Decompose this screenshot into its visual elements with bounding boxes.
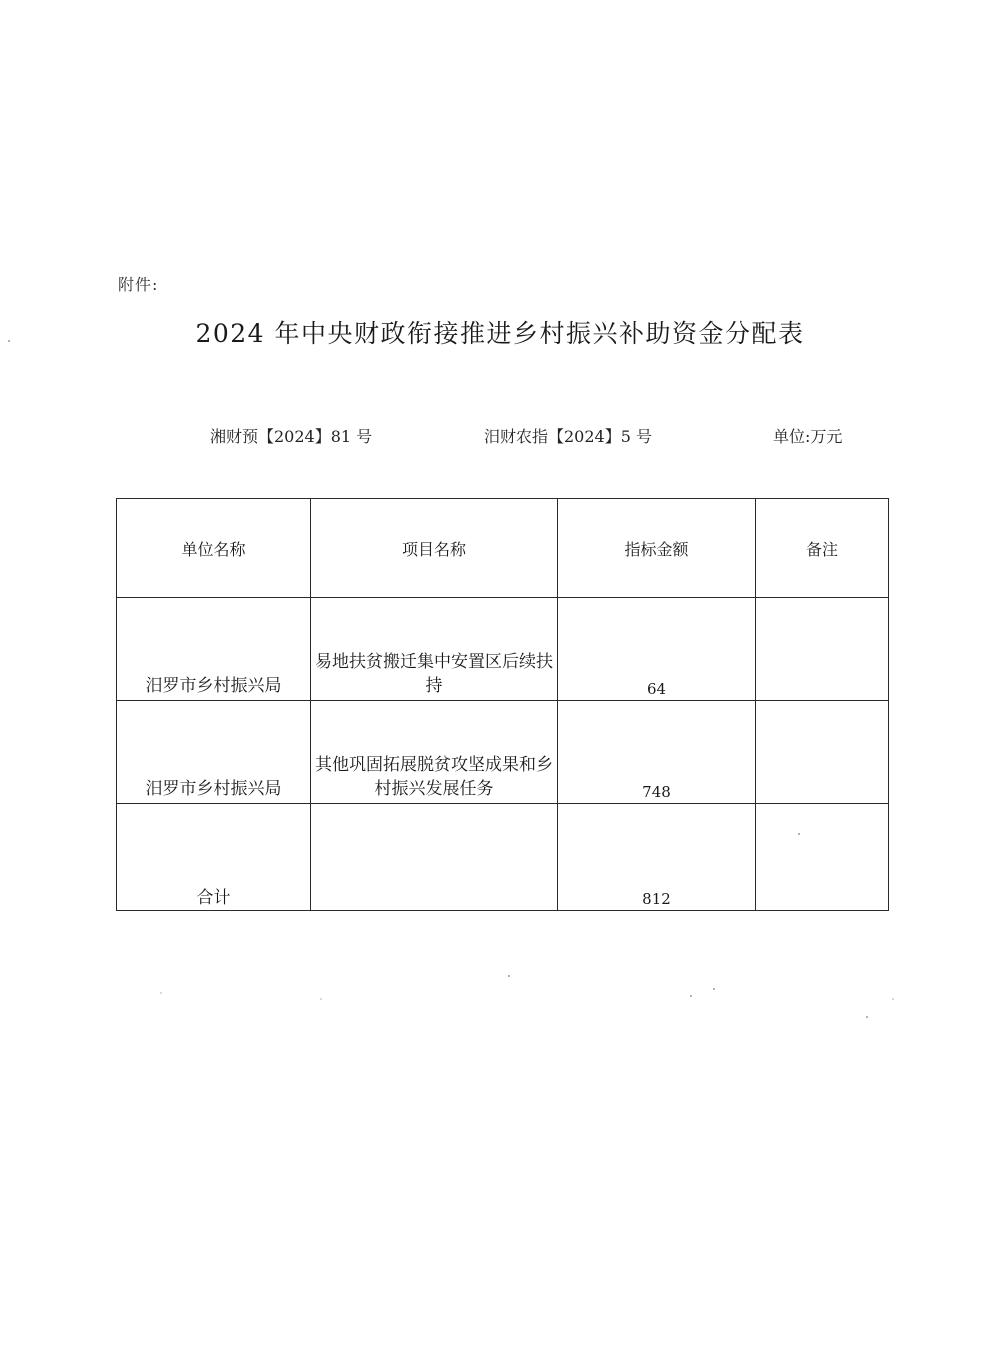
table-header-row [117,499,889,598]
document-title: 2024 年中央财政衔接推进乡村振兴补助资金分配表 [195,319,805,348]
attachment-label: 附件: [118,275,159,294]
row-amount: 748 [558,701,756,804]
row-unit-name: 汨罗市乡村振兴局 [117,701,311,804]
scan-speck [798,833,800,835]
scan-speck [8,340,10,342]
scan-speck [892,998,894,1000]
allocation-table [116,498,889,911]
scan-speck [866,1016,868,1018]
row-unit-name: 汨罗市乡村振兴局 [117,598,311,701]
reference-number-2: 汨财农指【2024】5 号 [484,427,652,446]
row-amount: 64 [558,598,756,701]
scan-speck [690,995,692,997]
table-total-row [117,804,889,911]
row-project-name: 易地扶贫搬迁集中安置区后续扶持 [311,598,558,701]
total-remarks [756,804,889,911]
row-project-name: 其他巩固拓展脱贫攻坚成果和乡村振兴发展任务 [311,701,558,804]
row-remarks [756,701,889,804]
scan-speck [160,992,162,994]
scan-speck [320,998,322,1000]
scan-speck [713,988,715,990]
unit-note: 单位:万元 [773,427,843,446]
row-remarks [756,598,889,701]
header-project-name: 项目名称 [311,499,558,598]
header-remarks: 备注 [756,499,889,598]
total-project-name [311,804,558,911]
scan-speck [508,975,510,977]
total-label: 合计 [117,804,311,911]
table-row [117,701,889,804]
header-unit-name: 单位名称 [117,499,311,598]
header-amount: 指标金额 [558,499,756,598]
table-row [117,598,889,701]
total-amount: 812 [558,804,756,911]
reference-number-1: 湘财预【2024】81 号 [210,427,373,446]
